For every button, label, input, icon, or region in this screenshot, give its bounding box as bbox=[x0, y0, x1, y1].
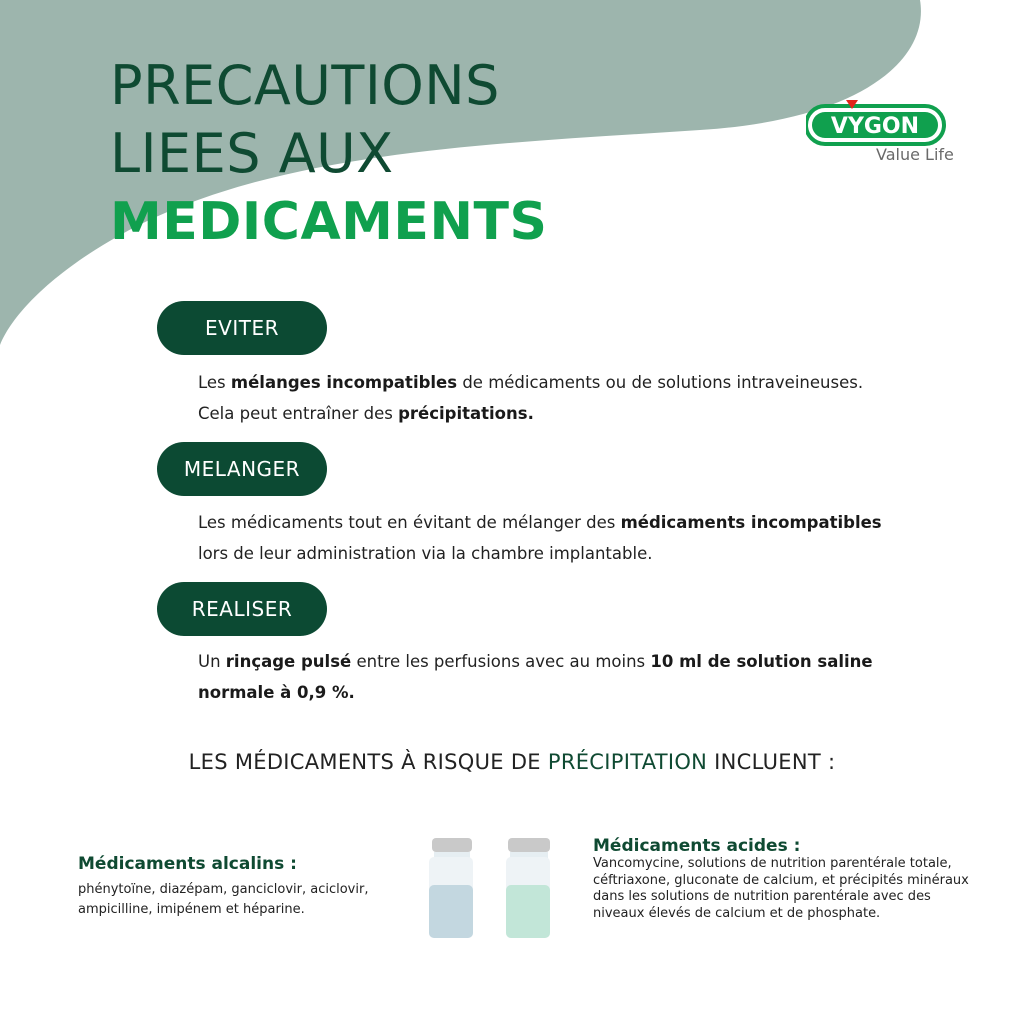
title-line-3: MEDICAMENTS bbox=[110, 192, 548, 252]
pill-realiser: REALISER bbox=[157, 582, 327, 636]
eviter-text: Les mélanges incompatibles de médicaments ou de solutions intraveineuses. Cela peut entraîner des précipitations. bbox=[198, 373, 864, 423]
vials-illustration bbox=[420, 835, 560, 943]
pill-eviter: EVITER bbox=[157, 301, 327, 355]
vial-acid-icon bbox=[506, 838, 550, 938]
acidic-text: Vancomycine, solutions de nutrition parentérale totale, céftriaxone, gluconate de calcium, et précipités minéraux dans les solutions de nutrition parentérale avec des niveaux élevés de calcium et de phosphate. bbox=[593, 856, 969, 921]
page-title bbox=[110, 52, 547, 256]
risk-subheading: LES MÉDICAMENTS À RISQUE DE PRÉCIPITATION INCLUENT : bbox=[188, 750, 836, 774]
acidic-title: Médicaments acides : bbox=[593, 836, 801, 856]
vial-alkaline-icon bbox=[429, 838, 473, 938]
title-line-1: PRECAUTIONS bbox=[110, 54, 500, 117]
pill-melanger: MELANGER bbox=[157, 442, 327, 496]
logo-brand: VYGON bbox=[830, 114, 920, 139]
vygon-logo bbox=[806, 100, 976, 170]
alkaline-text: phénytoïne, diazépam, ganciclovir, aciclovir, ampicilline, imipénem et héparine. bbox=[78, 882, 369, 917]
logo-tagline: Value Life bbox=[876, 145, 954, 164]
alkaline-title: Médicaments alcalins : bbox=[78, 854, 297, 874]
realiser-text: Un rinçage pulsé entre les perfusions avec au moins 10 ml de solution saline normale à 0,9 %. bbox=[198, 652, 873, 702]
title-line-2: LIEES AUX bbox=[110, 122, 394, 185]
melanger-text: Les médicaments tout en évitant de mélanger des médicaments incompatibles lors de leur administration via la chambre implantable. bbox=[198, 513, 882, 563]
